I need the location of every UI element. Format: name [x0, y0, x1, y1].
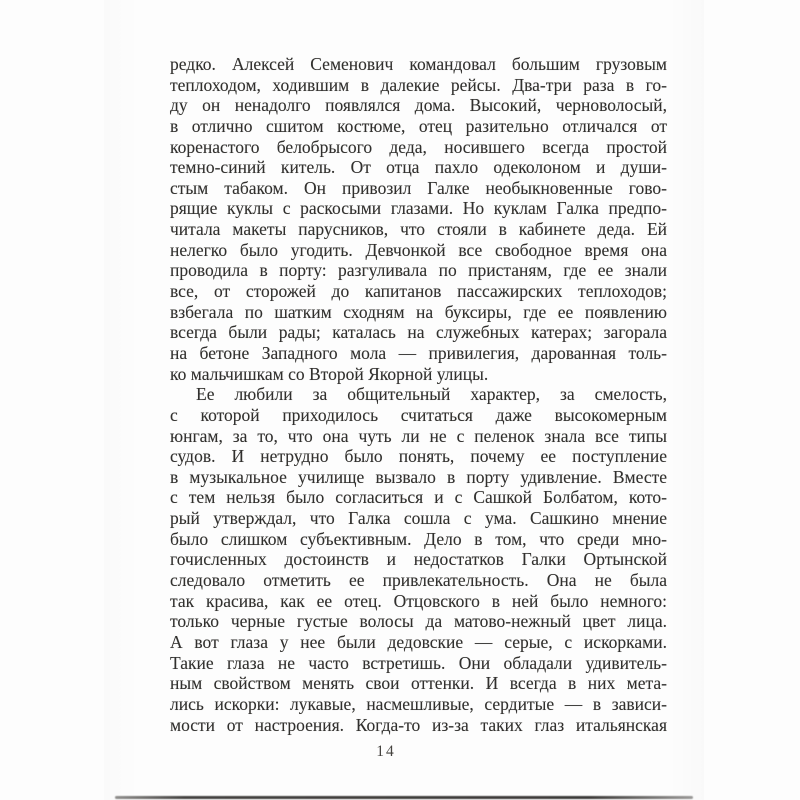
page-text-block — [170, 54, 667, 735]
text-line: судов. И нетрудно было понять, почему ее поступление — [170, 446, 667, 467]
text-line: ным свойством менять свои оттенки. И всегда в них мета- — [170, 673, 667, 694]
text-line: было слишком субъективным. Дело в том, что среди мно- — [170, 528, 667, 549]
text-line: читала макеты парусников, что стояли в кабинете деда. Ей — [170, 219, 667, 240]
text-line: ко мальчишкам со Второй Якорной улицы. — [170, 363, 489, 384]
text-line: ду он ненадолго появлялся дома. Высокий, черноволосый, — [170, 95, 667, 116]
text-line: гочисленных достоинств и недостатков Галки Ортынской — [170, 549, 667, 570]
text-line: нелегко было угодить. Девчонкой все свободное время она — [170, 239, 667, 260]
text-line: на бетоне Западного мола — привилегия, дарованная толь- — [170, 342, 667, 363]
text-line: Ее любили за общительный характер, за смелость, — [196, 384, 667, 405]
text-line: проводила в порту: разгуливала по пристаням, где ее знали — [170, 260, 667, 281]
text-line: с тем нельзя было согласиться и с Сашкой Болбатом, кото- — [170, 487, 667, 508]
page-number: 14 — [376, 743, 396, 760]
text-line: теплоходом, ходившим в далекие рейсы. Два-три раза в го- — [170, 74, 667, 95]
text-line: мости от настроения. Когда-то из-за таких глаз итальянская — [170, 714, 667, 735]
text-line: темно-синий китель. От отца пахло одеколоном и души- — [170, 157, 667, 178]
text-line: взбегала по шатким сходням на буксиры, где ее появлению — [170, 301, 667, 322]
page-right-edge-shading — [668, 0, 704, 800]
text-line: все, от сторожей до капитанов пассажирских теплоходов; — [170, 281, 667, 302]
page-bottom-edge-line — [115, 796, 693, 799]
text-line: редко. Алексей Семенович командовал большим грузовым — [170, 54, 667, 74]
text-line: с которой приходилось считаться даже высокомерным — [170, 404, 667, 425]
text-line: коренастого белобрысого деда, носившего всегда простой — [170, 136, 667, 157]
text-line: Такие глаза не часто встретишь. Они обладали удивитель- — [170, 652, 667, 673]
text-line: А вот глаза у нее были дедовские — серые, с искорками. — [170, 631, 667, 652]
text-line: стым табаком. Он привозил Галке необыкновенные гово- — [170, 177, 667, 198]
text-line: так красива, как ее отец. Отцовского в ней было немного: — [170, 590, 667, 611]
text-line: юнгам, за то, что она чуть ли не с пеленок знала все типы — [170, 425, 667, 446]
text-line: в отлично сшитом костюме, отец разительно отличался от — [170, 115, 667, 136]
text-line: в музыкальное училище вызвало в порту удивление. Вместе — [170, 466, 667, 487]
text-line: всегда были рады; каталась на служебных катерах; загорала — [170, 322, 667, 343]
text-line: рый утверждал, что Галка сошла с ума. Сашкино мнение — [170, 508, 667, 529]
page-left-edge-shading — [104, 0, 140, 800]
text-line: следовало отметить ее привлекательность. Она не была — [170, 570, 667, 591]
text-line: рящие куклы с раскосыми глазами. Но куклам Галка предпо- — [170, 198, 667, 219]
text-line: лись искорки: лукавые, насмешливые, сердитые — в зависи- — [170, 693, 667, 714]
text-line: только черные густые волосы да матово-нежный цвет лица. — [170, 611, 667, 632]
